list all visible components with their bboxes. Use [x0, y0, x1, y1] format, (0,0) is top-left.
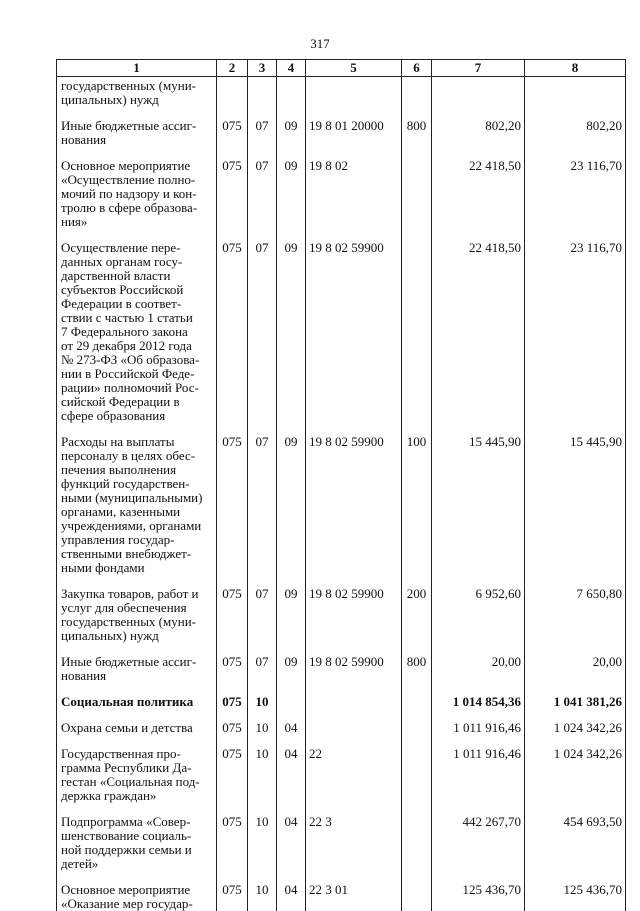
row-code-cell: 075: [217, 883, 248, 911]
row-subsection-cell: 04: [277, 815, 306, 883]
row-code-cell: 075: [217, 435, 248, 587]
row-amount-cell: 802,20: [525, 119, 626, 159]
row-target-article-cell: 19 8 02 59900: [306, 241, 402, 435]
row-name-cell: Закупка товаров, работ и услуг для обеспечения государственных (муни- ципальных) нужд: [57, 587, 217, 655]
row-amount-cell: 6 952,60: [432, 587, 525, 655]
row-subsection-cell: 04: [277, 883, 306, 911]
row-name-cell: Расходы на выплаты персоналу в целях обес- печения выполнения функций государствен- ными (муниципальными) органами, казенными учреждениями, органами управления государ- ственными внебюджет- ными фондами: [57, 435, 217, 587]
row-amount-cell: 20,00: [525, 655, 626, 695]
row-name-cell: Подпрограмма «Совер- шенствование социаль- ной поддержки семьи и детей»: [57, 815, 217, 883]
table-row: [57, 119, 626, 159]
row-subsection-cell: [277, 77, 306, 120]
row-subsection-cell: 09: [277, 119, 306, 159]
row-name-cell: Осуществление пере- данных органам госу- дарственной власти субъектов Российской Федерации в соответ- ствии с частью 1 статьи 7 Федерального закона от 29 декабря 2012 года № 273-ФЗ «Об образова- нии в Российской Феде- рации» полномочий Рос- сийской Федерации в сфере образования: [57, 241, 217, 435]
row-section-cell: 10: [248, 695, 277, 721]
row-amount-cell: [525, 77, 626, 120]
row-target-article-cell: 19 8 02 59900: [306, 435, 402, 587]
row-target-article-cell: 19 8 01 20000: [306, 119, 402, 159]
row-expense-type-cell: 100: [402, 435, 432, 587]
row-amount-cell: 442 267,70: [432, 815, 525, 883]
row-amount-cell: 23 116,70: [525, 159, 626, 241]
row-section-cell: 10: [248, 883, 277, 911]
row-amount-cell: 1 011 916,46: [432, 747, 525, 815]
row-amount-cell: 23 116,70: [525, 241, 626, 435]
row-expense-type-cell: [402, 883, 432, 911]
row-expense-type-cell: 800: [402, 655, 432, 695]
row-target-article-cell: 19 8 02: [306, 159, 402, 241]
column-header: 5: [306, 60, 402, 77]
row-expense-type-cell: [402, 241, 432, 435]
row-amount-cell: 20,00: [432, 655, 525, 695]
row-subsection-cell: [277, 695, 306, 721]
table-row: [57, 721, 626, 747]
row-amount-cell: 15 445,90: [432, 435, 525, 587]
row-subsection-cell: 09: [277, 655, 306, 695]
row-amount-cell: 1 014 854,36: [432, 695, 525, 721]
row-amount-cell: 22 418,50: [432, 241, 525, 435]
table-row: [57, 883, 626, 911]
row-code-cell: 075: [217, 655, 248, 695]
row-amount-cell: 1 041 381,26: [525, 695, 626, 721]
row-amount-cell: 454 693,50: [525, 815, 626, 883]
row-amount-cell: 7 650,80: [525, 587, 626, 655]
column-header: 8: [525, 60, 626, 77]
row-target-article-cell: 19 8 02 59900: [306, 655, 402, 695]
table-row: [57, 77, 626, 120]
row-target-article-cell: 22 3: [306, 815, 402, 883]
row-expense-type-cell: [402, 721, 432, 747]
row-target-article-cell: 22: [306, 747, 402, 815]
row-expense-type-cell: [402, 695, 432, 721]
table-row: [57, 587, 626, 655]
row-amount-cell: 22 418,50: [432, 159, 525, 241]
row-code-cell: 075: [217, 119, 248, 159]
row-amount-cell: 15 445,90: [525, 435, 626, 587]
row-name-cell: Основное мероприятие «Осуществление полно- мочий по надзору и кон- тролю в сфере образова- ния»: [57, 159, 217, 241]
table-row: [57, 159, 626, 241]
table-row: [57, 815, 626, 883]
row-expense-type-cell: [402, 159, 432, 241]
row-amount-cell: 1 024 342,26: [525, 747, 626, 815]
table-body: [57, 77, 626, 911]
row-expense-type-cell: [402, 815, 432, 883]
budget-table: [56, 59, 626, 911]
row-code-cell: 075: [217, 695, 248, 721]
column-header: 4: [277, 60, 306, 77]
row-section-cell: 07: [248, 119, 277, 159]
column-header: 3: [248, 60, 277, 77]
row-expense-type-cell: 800: [402, 119, 432, 159]
row-section-cell: 10: [248, 721, 277, 747]
row-name-cell: Государственная про- грамма Республики Да- гестан «Социальная под- держка граждан»: [57, 747, 217, 815]
page-number: 317: [0, 36, 640, 52]
table-row: [57, 435, 626, 587]
row-subsection-cell: 09: [277, 159, 306, 241]
row-section-cell: 07: [248, 159, 277, 241]
row-target-article-cell: [306, 77, 402, 120]
row-section-cell: [248, 77, 277, 120]
row-section-cell: 07: [248, 587, 277, 655]
row-code-cell: 075: [217, 587, 248, 655]
row-amount-cell: 125 436,70: [432, 883, 525, 911]
row-name-cell: Иные бюджетные ассиг- нования: [57, 655, 217, 695]
table-row: [57, 655, 626, 695]
row-name-cell: Основное мероприятие «Оказание мер государ-: [57, 883, 217, 911]
table-row: [57, 241, 626, 435]
row-amount-cell: 1 011 916,46: [432, 721, 525, 747]
row-code-cell: 075: [217, 159, 248, 241]
row-section-cell: 07: [248, 241, 277, 435]
row-section-cell: 07: [248, 655, 277, 695]
row-amount-cell: 802,20: [432, 119, 525, 159]
row-code-cell: 075: [217, 721, 248, 747]
row-code-cell: 075: [217, 241, 248, 435]
row-amount-cell: [432, 77, 525, 120]
row-subsection-cell: 04: [277, 721, 306, 747]
row-amount-cell: 1 024 342,26: [525, 721, 626, 747]
row-subsection-cell: 09: [277, 435, 306, 587]
column-header: 6: [402, 60, 432, 77]
row-name-cell: Социальная политика: [57, 695, 217, 721]
row-subsection-cell: 09: [277, 587, 306, 655]
row-target-article-cell: 19 8 02 59900: [306, 587, 402, 655]
row-expense-type-cell: 200: [402, 587, 432, 655]
row-section-cell: 07: [248, 435, 277, 587]
column-header: 7: [432, 60, 525, 77]
row-code-cell: [217, 77, 248, 120]
row-target-article-cell: [306, 695, 402, 721]
row-amount-cell: 125 436,70: [525, 883, 626, 911]
table-row: [57, 695, 626, 721]
row-code-cell: 075: [217, 747, 248, 815]
row-section-cell: 10: [248, 747, 277, 815]
row-target-article-cell: [306, 721, 402, 747]
row-subsection-cell: 09: [277, 241, 306, 435]
row-name-cell: Иные бюджетные ассиг- нования: [57, 119, 217, 159]
column-header: 1: [57, 60, 217, 77]
row-name-cell: государственных (муни- ципальных) нужд: [57, 77, 217, 120]
row-expense-type-cell: [402, 747, 432, 815]
row-name-cell: Охрана семьи и детства: [57, 721, 217, 747]
row-subsection-cell: 04: [277, 747, 306, 815]
table-header-row: [57, 60, 626, 77]
row-section-cell: 10: [248, 815, 277, 883]
column-header: 2: [217, 60, 248, 77]
row-target-article-cell: 22 3 01: [306, 883, 402, 911]
row-code-cell: 075: [217, 815, 248, 883]
row-expense-type-cell: [402, 77, 432, 120]
table-row: [57, 747, 626, 815]
